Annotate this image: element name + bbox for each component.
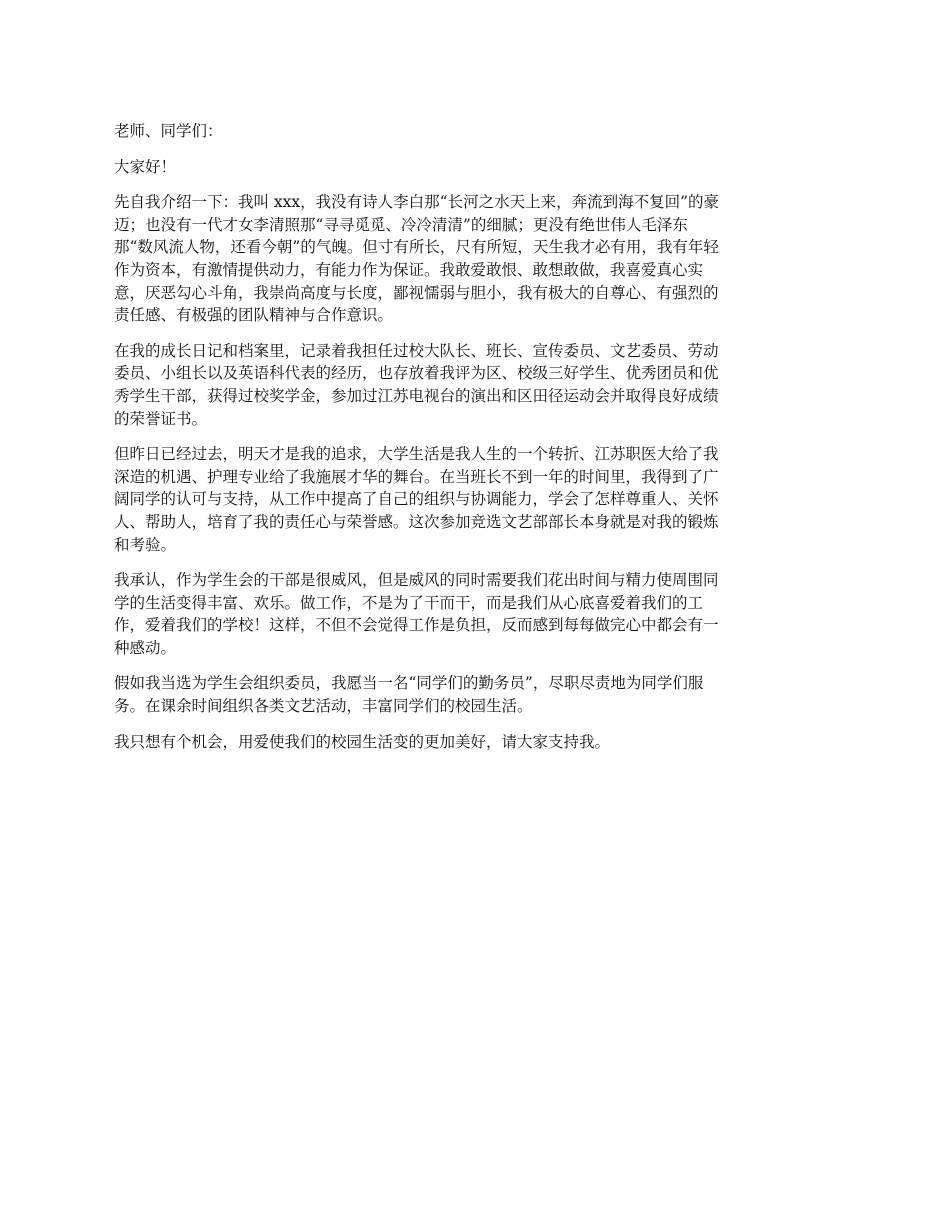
- paragraph-commitment: 我承认，作为学生会的干部是很威风，但是威风的同时需要我们花出时间与精力使周围同 学的生活变得丰富、欢乐。做工作，不是为了干而干，而是我们从心底喜爱着我们的工 作，爱着我们的学校！这样，不但不会觉得工作是负担，反而感到每每做完心中都会有一 种感动。: [114, 571, 719, 657]
- paragraph-experience: 在我的成长日记和档案里，记录着我担任过校大队长、班长、宣传委员、文艺委员、劳动 委员、小组长以及英语科代表的经历，也存放着我评为区、校级三好学生、优秀团员和优 秀学生干部，获得过校奖学金，参加过江苏电视台的演出和区田径运动会并取得良好成绩 的荣誉证书。: [114, 341, 719, 428]
- document-page: [114, 120, 844, 766]
- greeting-line: 老师、同学们：: [114, 122, 223, 140]
- paragraph-university: 但昨日已经过去，明天才是我的追求，大学生活是我人生的一个转折、江苏职医大给了我 深造的机遇、护理专业给了我施展才华的舞台。在当班长不到一年的时间里，我得到了广 阔同学的认可与支持，从工作中提高了自己的组织与协调能力，学会了怎样尊重人、关怀 人、帮助人，培育了我的责任心与荣誉感。这次参加竞选文艺部部长本身就是对我的锻炼 和考验。: [114, 445, 719, 554]
- paragraph-closing: 我只想有个机会，用爱使我们的校园生活变的更加美好，请大家支持我。: [114, 732, 611, 751]
- paragraph-goal: 假如我当选为学生会组织委员，我愿当一名“同学们的勤务员”，尽职尽责地为同学们服 务。在课余时间组织各类文艺活动，丰富同学们的校园生活。: [114, 674, 704, 716]
- salutation-line: 大家好！: [114, 157, 177, 176]
- paragraph-introduction: 先自我介绍一下：我叫 xxx，我没有诗人李白那“长河之水天上来，奔流到海不复回”的豪 迈；也没有一代才女李清照那“寻寻觅觅、冷冷清清”的细腻；更没有绝世伟人毛泽东 那“数风流人物，还看今朝”的气魄。但寸有所长，尺有所短，天生我才必有用，我有年轻 作为资本，有激情提供动力，有能力作为保证。我敢爱敢恨、敢想敢做，我喜爱真心实 意，厌恶勾心斗角，我崇尚高度与长度，鄙视懦弱与胆小，我有极大的自尊心、有强烈的 责任感、有极强的团队精神与合作意识。: [114, 193, 720, 325]
